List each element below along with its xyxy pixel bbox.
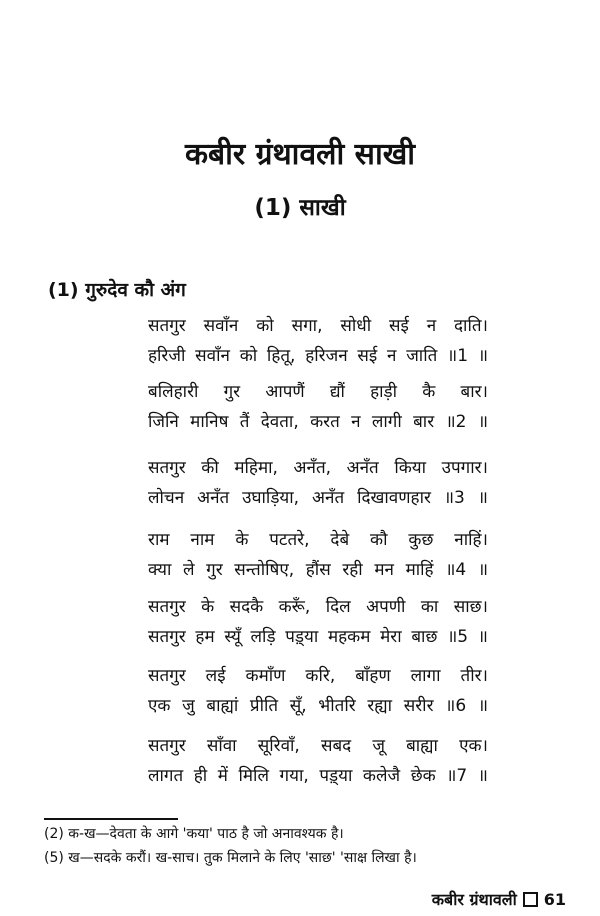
verse-line: बलिहारी गुर आपणैं द्यौं हाड़ी कै बार। — [148, 382, 488, 402]
couplet-4 — [148, 525, 488, 585]
running-title: कबीर ग्रंथावली — [431, 890, 517, 909]
verse-line: राम नाम के पटतरे, देबे कौ कुछ नाहिं। — [148, 530, 488, 550]
verse-line: सतगुर सवाँन को सगा, सोधी सई न दाति। — [148, 316, 488, 336]
page-number: 61 — [543, 889, 566, 909]
couplet-6 — [148, 661, 488, 721]
verse-line: लोचन अनँत उघाड़िया, अनँत दिखावणहार ॥3 ॥ — [148, 488, 488, 508]
page-title: कबीर ग्रंथावली साखी — [184, 137, 416, 172]
footnote: (2) क-ख—देवता के आगे 'कया' पाठ है जो अनावश्यक है। — [44, 826, 344, 842]
page-footer — [432, 888, 566, 910]
couplet-2 — [148, 377, 488, 437]
couplet-1 — [148, 311, 488, 371]
couplet-3 — [148, 453, 488, 513]
verse-line: लागत ही में मिलि गया, पड़्या कलेजै छेक ॥7 ॥ — [148, 766, 488, 786]
verse-line: सतगुर की महिमा, अनँत, अनँत किया उपगार। — [148, 458, 488, 478]
verse-line: क्या ले गुर सन्तोषिए, हौंस रही मन माहिं ॥4 ॥ — [148, 560, 488, 580]
footnote-divider — [44, 818, 178, 820]
couplet-5 — [148, 592, 488, 652]
chapter-subtitle: (1) साखी — [254, 195, 346, 221]
footnote: (5) ख—सदके करौं। ख-साच। तुक मिलाने के लिए 'साछ' 'साक्ष लिखा है। — [44, 850, 417, 866]
verse-line: हरिजी सवाँन को हितू, हरिजन सई न जाति ॥1 ॥ — [148, 346, 488, 366]
verse-line: सतगुर के सदकै करूँ, दिल अपणी का साछ। — [148, 597, 488, 617]
couplet-7 — [148, 731, 488, 791]
section-heading: (1) गुरुदेव कौ अंग — [48, 279, 186, 301]
verse-line: जिनि मानिष तैं देवता, करत न लागी बार ॥2 ॥ — [148, 412, 488, 432]
verse-line: सतगुर हम स्यूँ लड़ि पड़्या महकम मेरा बाछ ॥5 ॥ — [148, 627, 488, 647]
verse-line: सतगुर साँवा सूरिवाँ, सबद जू बाह्या एक। — [148, 736, 488, 756]
verse-line: एक जु बाह्यां प्रीति सूँ, भीतरि रह्या सरीर ॥6 ॥ — [148, 696, 488, 716]
verse-line: सतगुर लई कमाँण करि, बाँहण लागा तीर। — [148, 666, 488, 686]
square-icon — [523, 892, 538, 907]
